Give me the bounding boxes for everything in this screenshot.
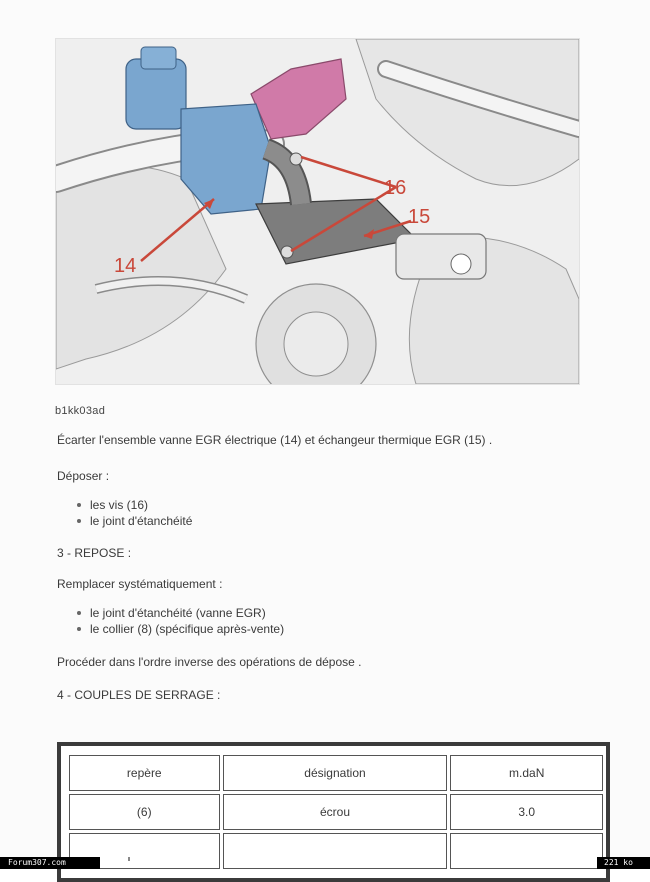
list-item: le joint d'étanchéité (vanne EGR) <box>77 605 284 621</box>
list-item: le joint d'étanchéité <box>77 513 192 529</box>
callout-16: 16 <box>384 177 407 199</box>
table-row <box>69 833 603 869</box>
cell-repere: (6) <box>69 794 220 830</box>
cell-empty <box>450 833 603 869</box>
proceder-paragraph: Procéder dans l'ordre inverse des opérations de dépose . <box>57 655 362 669</box>
header-repere: repère <box>69 755 220 791</box>
torque-table <box>57 742 610 882</box>
cell-mdan: 3.0 <box>450 794 603 830</box>
intro-paragraph: Écarter l'ensemble vanne EGR électrique (14) et échangeur thermique EGR (15) . <box>57 433 493 447</box>
header-designation: désignation <box>223 755 448 791</box>
list-item: les vis (16) <box>77 497 192 513</box>
repose-heading: 3 - REPOSE : <box>57 546 132 560</box>
header-mdan: m.daN <box>450 755 603 791</box>
cell-designation: écrou <box>223 794 448 830</box>
cell-empty <box>223 833 448 869</box>
couples-heading: 4 - COUPLES DE SERRAGE : <box>57 688 221 702</box>
footer-site-label: Forum307.com <box>8 858 66 867</box>
egr-illustration <box>55 38 580 385</box>
deposer-list <box>77 497 192 529</box>
callout-15: 15 <box>408 206 431 228</box>
remplacer-list <box>77 605 284 637</box>
figure-caption: b1kk03ad <box>55 405 106 417</box>
table-row <box>69 794 603 830</box>
deposer-heading: Déposer : <box>57 469 110 483</box>
remplacer-heading: Remplacer systématiquement : <box>57 577 223 591</box>
footer-size-label: 221 ko <box>604 858 633 867</box>
callout-14: 14 <box>114 255 137 277</box>
scan-mark <box>128 857 130 861</box>
table-header-row <box>69 755 603 791</box>
list-item: le collier (8) (spécifique après-vente) <box>77 621 284 637</box>
engine-drawing <box>56 39 579 384</box>
